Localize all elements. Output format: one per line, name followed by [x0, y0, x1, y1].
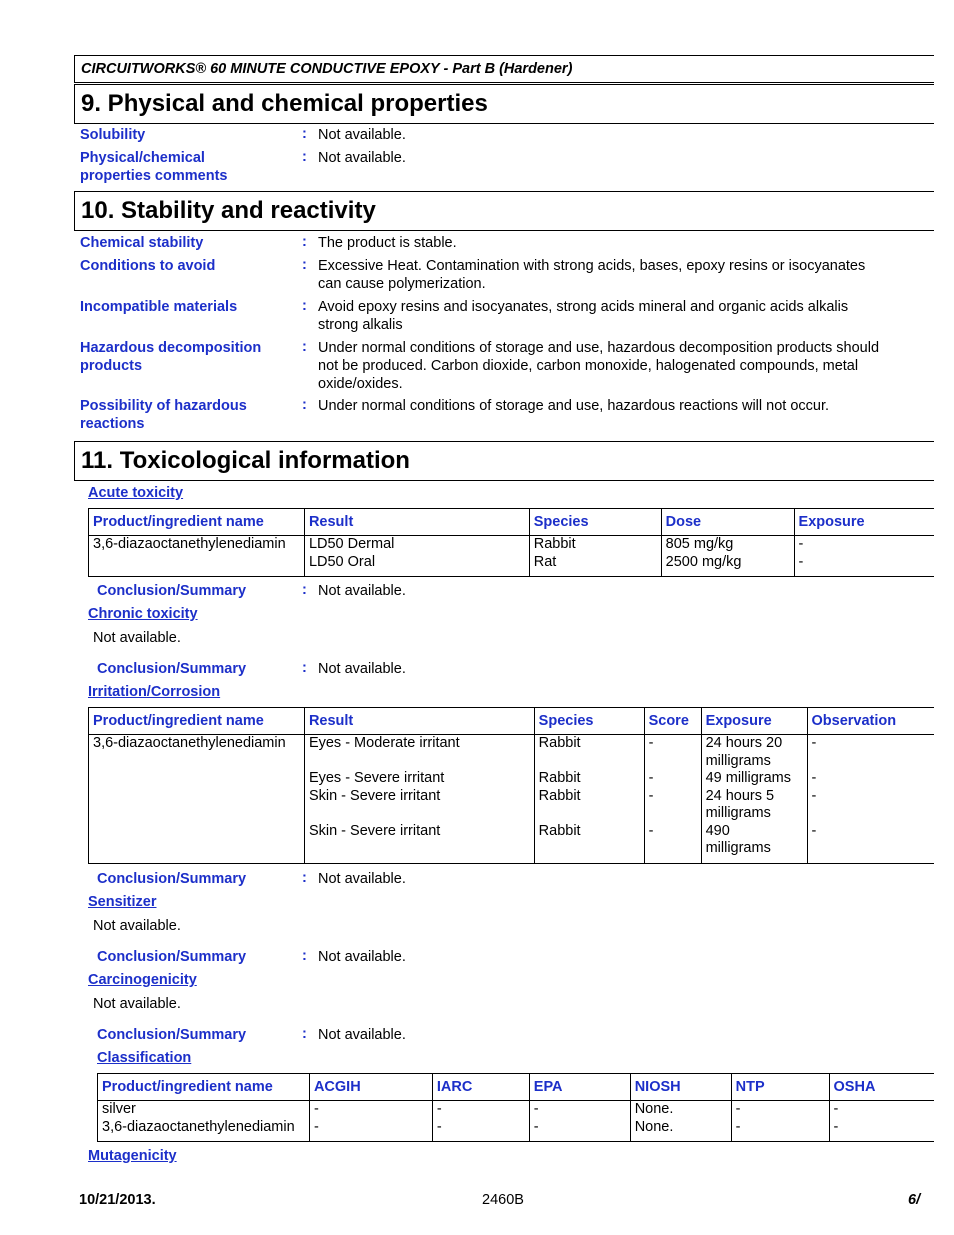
- colon: :: [302, 339, 307, 355]
- table-cell: 805 mg/kg 2500 mg/kg: [661, 536, 794, 577]
- carcinogenicity-conclusion-label: Conclusion/Summary: [97, 1027, 247, 1043]
- section-9-title: 9. Physical and chemical properties: [81, 90, 488, 117]
- colon: :: [302, 234, 307, 250]
- table-cell: - -: [829, 1101, 934, 1142]
- footer-code: 2460B: [482, 1192, 524, 1208]
- colon: :: [302, 257, 307, 273]
- table-cell: Rabbit Rat: [529, 536, 661, 577]
- stability-label: Possibility of hazardous reactions: [80, 398, 247, 432]
- irritation-exposure: 24 hours 5 milligrams: [705, 787, 775, 821]
- table-cell: - -: [794, 536, 934, 577]
- irritation-column-header: Product/ingredient name: [89, 708, 305, 735]
- footer-page: 6/: [908, 1192, 921, 1208]
- classification-heading[interactable]: Classification: [97, 1050, 192, 1066]
- irritation-score: -: [648, 822, 654, 839]
- irritation-column-header: Species: [534, 708, 644, 735]
- colon: :: [302, 149, 307, 165]
- acute-column-header: Exposure: [794, 509, 934, 536]
- irritation-species: Rabbit: [538, 735, 581, 751]
- irritation-score: -: [648, 735, 654, 751]
- table-cell: - -: [309, 1101, 432, 1142]
- carcinogenicity-heading[interactable]: Carcinogenicity: [88, 972, 197, 988]
- colon: :: [302, 948, 307, 964]
- classification-column-header: NTP: [731, 1074, 829, 1101]
- table-row: [98, 1101, 935, 1142]
- classification-column-header: OSHA: [829, 1074, 934, 1101]
- property-label: Solubility: [80, 127, 146, 143]
- stability-value: Avoid epoxy resins and isocyanates, strong acids mineral and organic acids alkalis strong alkalis: [318, 299, 849, 333]
- irritation-observation-cell: [807, 735, 934, 864]
- acute-column-header: Species: [529, 509, 661, 536]
- acute-conclusion-label: Conclusion/Summary: [97, 583, 247, 599]
- table-cell: 3,6-diazaoctanethylenediamin: [89, 536, 305, 577]
- classification-column-header: Product/ingredient name: [98, 1074, 310, 1101]
- acute-column-header: Product/ingredient name: [89, 509, 305, 536]
- table-cell: - -: [731, 1101, 829, 1142]
- stability-label: Hazardous decomposition products: [80, 340, 262, 374]
- mutagenicity-heading[interactable]: Mutagenicity: [88, 1148, 177, 1164]
- classification-header-row: [98, 1074, 935, 1101]
- classification-table: [97, 1073, 934, 1142]
- carcinogenicity-conclusion-value: Not available.: [318, 1027, 406, 1043]
- property-value: Not available.: [318, 150, 406, 166]
- table-row: [89, 735, 935, 864]
- acute-column-header: Result: [304, 509, 529, 536]
- colon: :: [302, 1026, 307, 1042]
- section-10-header: [74, 191, 934, 231]
- table-row: [89, 536, 935, 577]
- irritation-observation: -: [811, 787, 817, 804]
- irritation-result: Eyes - Moderate irritant: [308, 735, 460, 751]
- sensitizer-conclusion-label: Conclusion/Summary: [97, 949, 247, 965]
- colon: :: [302, 660, 307, 676]
- table-cell: - -: [432, 1101, 529, 1142]
- irritation-column-header: Observation: [807, 708, 934, 735]
- irritation-exposure: 24 hours 20 milligrams: [705, 735, 783, 769]
- irritation-observation: -: [811, 735, 817, 751]
- sensitizer-conclusion-value: Not available.: [318, 949, 406, 965]
- irritation-exposure-cell: [701, 735, 807, 864]
- irritation-species-cell: [534, 735, 644, 864]
- classification-column-header: ACGIH: [309, 1074, 432, 1101]
- stability-value: Under normal conditions of storage and use, hazardous decomposition products should not be produced. Carbon dioxide, carbon monoxide, halogenated compounds, metal oxide/oxides.: [318, 340, 880, 392]
- irritation-conclusion-label: Conclusion/Summary: [97, 871, 247, 887]
- stability-value: The product is stable.: [318, 235, 457, 251]
- acute-toxicity-table: [88, 508, 934, 577]
- stability-label: Conditions to avoid: [80, 258, 216, 274]
- product-header: [74, 55, 934, 83]
- irritation-result: Skin - Severe irritant: [308, 822, 441, 839]
- stability-value: Under normal conditions of storage and use, hazardous reactions will not occur.: [318, 398, 830, 414]
- classification-column-header: IARC: [432, 1074, 529, 1101]
- irritation-column-header: Result: [304, 708, 534, 735]
- property-label: Physical/chemical properties comments: [80, 150, 228, 184]
- irritation-header-row: [89, 708, 935, 735]
- product-name: CIRCUITWORKS® 60 MINUTE CONDUCTIVE EPOXY - Part B (Hardener): [81, 61, 573, 77]
- sensitizer-heading[interactable]: Sensitizer: [88, 894, 157, 910]
- irritation-observation: -: [811, 770, 817, 786]
- sensitizer-text: Not available.: [93, 918, 181, 934]
- irritation-column-header: Exposure: [701, 708, 807, 735]
- colon: :: [302, 298, 307, 314]
- table-cell: LD50 Dermal LD50 Oral: [304, 536, 529, 577]
- irritation-result: Skin - Severe irritant: [308, 787, 441, 804]
- acute-toxicity-heading[interactable]: Acute toxicity: [88, 485, 184, 501]
- irritation-species: Rabbit: [538, 787, 581, 804]
- irritation-name-cell: 3,6-diazaoctanethylenediamin: [89, 735, 305, 864]
- colon: :: [302, 582, 307, 598]
- irritation-observation: -: [811, 822, 817, 839]
- section-9-header: [74, 84, 934, 124]
- classification-column-header: NIOSH: [630, 1074, 731, 1101]
- irritation-species: Rabbit: [538, 822, 581, 839]
- chronic-conclusion-value: Not available.: [318, 661, 406, 677]
- irritation-exposure: 49 milligrams: [705, 770, 791, 786]
- stability-value: Excessive Heat. Contamination with strong acids, bases, epoxy resins or isocyanates can cause polymerization.: [318, 258, 866, 292]
- irritation-score-cell: [644, 735, 701, 864]
- classification-column-header: EPA: [529, 1074, 630, 1101]
- irritation-result: Eyes - Severe irritant: [308, 770, 445, 786]
- table-cell: - -: [529, 1101, 630, 1142]
- chronic-toxicity-heading[interactable]: Chronic toxicity: [88, 606, 198, 622]
- acute-header-row: [89, 509, 935, 536]
- table-cell: None. None.: [630, 1101, 731, 1142]
- acute-column-header: Dose: [661, 509, 794, 536]
- footer-date: 10/21/2013.: [79, 1192, 156, 1208]
- chronic-toxicity-text: Not available.: [93, 630, 181, 646]
- section-11-header: [74, 441, 934, 481]
- irritation-score: -: [648, 787, 654, 804]
- irritation-exposure: 490 milligrams: [705, 822, 771, 856]
- stability-label: Chemical stability: [80, 235, 204, 251]
- irritation-score: -: [648, 770, 654, 786]
- acute-conclusion-value: Not available.: [318, 583, 406, 599]
- table-cell: silver 3,6-diazaoctanethylenediamin: [98, 1101, 310, 1142]
- colon: :: [302, 397, 307, 413]
- irritation-heading[interactable]: Irritation/Corrosion: [88, 684, 221, 700]
- carcinogenicity-text: Not available.: [93, 996, 181, 1012]
- colon: :: [302, 870, 307, 886]
- irritation-result-cell: [304, 735, 534, 864]
- irritation-table: [88, 707, 934, 864]
- irritation-column-header: Score: [644, 708, 701, 735]
- irritation-conclusion-value: Not available.: [318, 871, 406, 887]
- chronic-conclusion-label: Conclusion/Summary: [97, 661, 247, 677]
- section-11-title: 11. Toxicological information: [81, 447, 410, 474]
- stability-label: Incompatible materials: [80, 299, 238, 315]
- colon: :: [302, 126, 307, 142]
- irritation-species: Rabbit: [538, 770, 581, 786]
- property-value: Not available.: [318, 127, 406, 143]
- section-10-title: 10. Stability and reactivity: [81, 197, 376, 224]
